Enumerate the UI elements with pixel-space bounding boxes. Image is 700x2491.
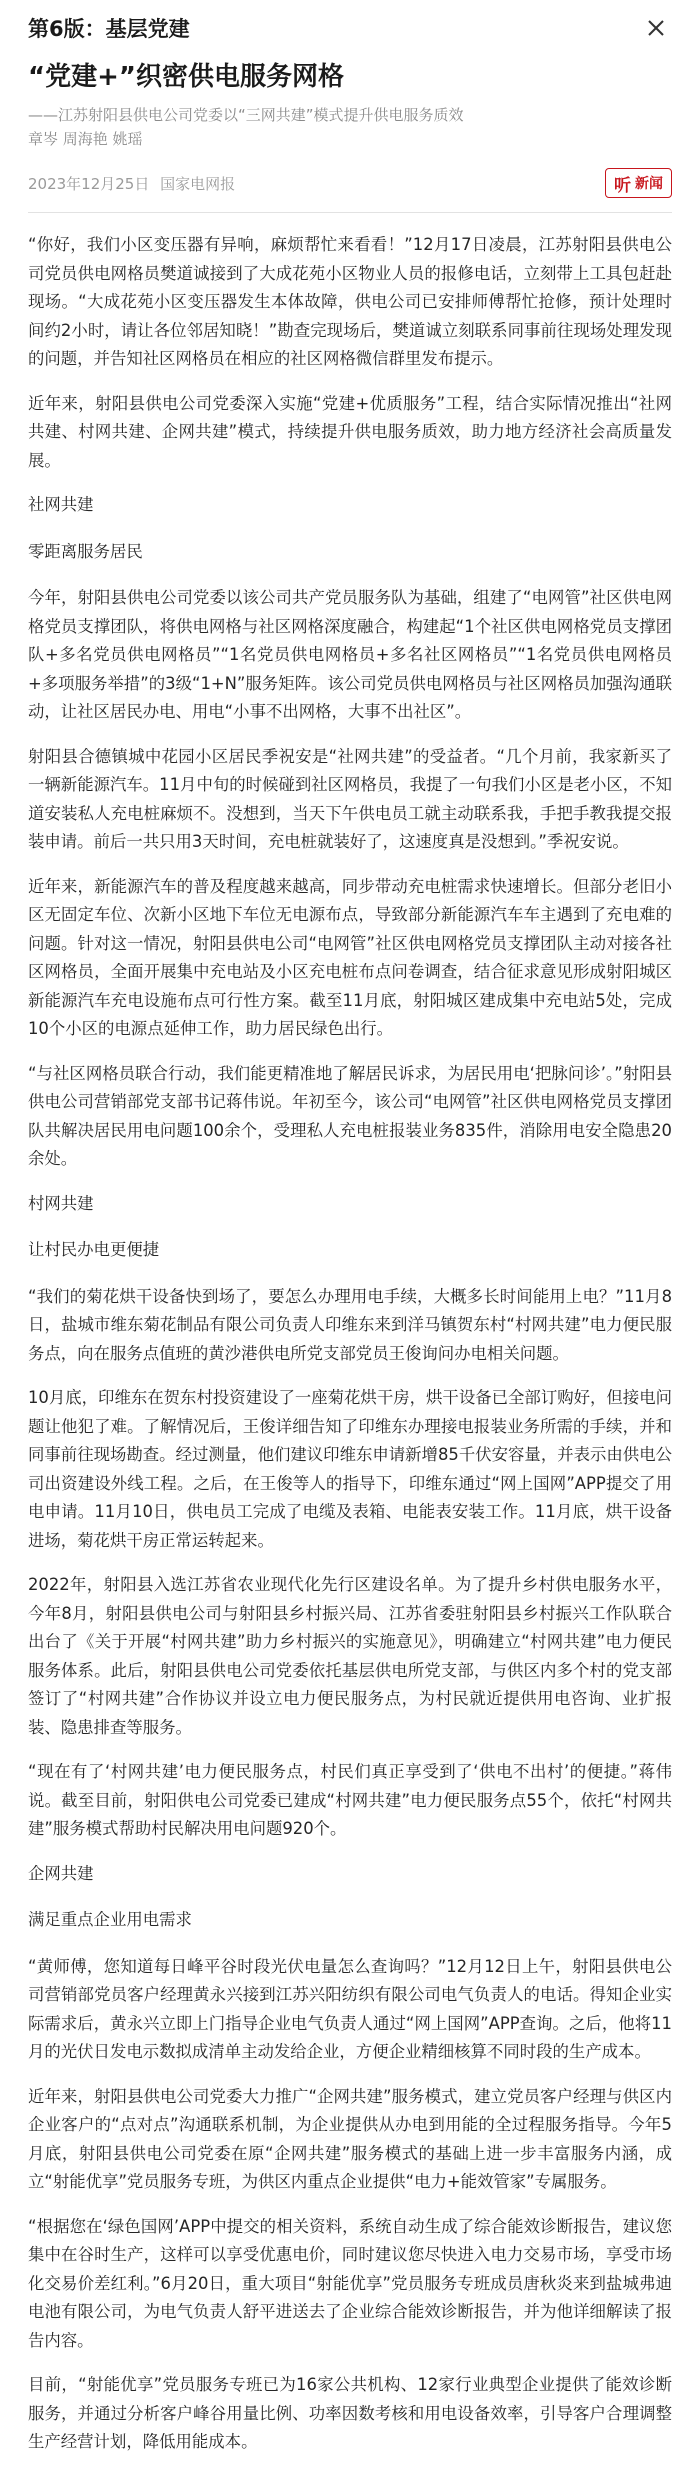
- divider: [28, 212, 672, 213]
- paragraph: 10月底，印维东在贺东村投资建设了一座菊花烘干房，烘干设备已全部订购好，但接电问题让他犯了难。了解情况后，王俊详细告知了印维东办理接电报装业务所需的手续，并和同事前往现场勘查。经过测量，他们建议印维东申请新增85千伏安容量，并表示由供电公司出资建设外线工程。之后，在王俊等人的指导下，印维东通过“网上国网”APP提交了用电申请。11月10日，供电员工完成了电缆及表箱、电能表安装工作。11月底，烘干设备进场，菊花烘干房正常运转起来。: [28, 1388, 672, 1550]
- article-subtitle: ——江苏射阳县供电公司党委以“三网共建”模式提升供电服务质效: [28, 106, 464, 124]
- paragraph: “与社区网格员联合行动，我们能更精准地了解居民诉求，为居民用电‘把脉问诊’。”射阳县供电公司营销部党支部书记蒋伟说。年初至今，该公司“电网管”社区供电网格党员支撑团队共解决居民用电问题100余个，受理私人充电桩报装业务835件，消除用电安全隐患20余处。: [28, 1063, 672, 1168]
- section-subheading: 让村民办电更便捷: [28, 1240, 160, 1259]
- listen-news-button[interactable]: [605, 168, 672, 198]
- top-bar: [28, 0, 672, 56]
- article-title: “党建+”织密供电服务网格: [28, 62, 344, 92]
- article-authors: 章岑 周海艳 姚瑶: [28, 130, 143, 148]
- paragraph: 目前，“射能优享”党员服务专班已为16家公共机构、12家行业典型企业提供了能效诊断服务，并通过分析客户峰谷用量比例、功率因数考核和用电设备效率，引导客户合理调整生产经营计划，降低用能成本。: [28, 2375, 672, 2451]
- paragraph: “根据您在‘绿色国网’APP中提交的相关资料，系统自动生成了综合能效诊断报告，建议您集中在谷时生产，这样可以享受优惠电价，同时建议您尽快进入电力交易市场，享受市场化交易价差红利。”6月20日，重大项目“射能优享”党员服务专班成员唐秋炎来到盐城弗迪电池有限公司，为电气负责人舒平进送去了企业综合能效诊断报告，并为他详细解读了报告内容。: [28, 2216, 672, 2350]
- section-label: 第6版：基层党建: [28, 17, 190, 41]
- paragraph: 今年，射阳县供电公司党委以该公司共产党员服务队为基础，组建了“电网管”社区供电网格党员支撑团队，将供电网格与社区网格深度融合，构建起“1个社区供电网格党员支撑团队+多名党员供电网格员”“1名党员供电网格员+多名社区网格员”“1名党员供电网格员+多项服务举措”的3级“1+N”服务矩阵。该公司党员供电网格员与社区网格员加强沟通联动，让社区居民办电、用电“小事不出网格，大事不出社区”。: [28, 588, 672, 721]
- publish-date: 2023年12月25日: [28, 174, 150, 193]
- article-source: 国家电网报: [160, 174, 236, 193]
- paragraph: 射阳县合德镇城中花园小区居民季祝安是“社网共建”的受益者。“几个月前，我家新买了一辆新能源汽车。11月中旬的时候碰到社区网格员，我提了一句我们小区是老小区，不知道安装私人充电桩麻烦不。没想到，当天下午供电员工就主动联系我，手把手教我提交报装申请。前后一共只用3天时间，充电桩就装好了，这速度真是没想到。”季祝安说。: [28, 746, 672, 851]
- paragraph: 2022年，射阳县入选江苏省农业现代化先行区建设名单。为了提升乡村供电服务水平，今年8月，射阳县供电公司与射阳县乡村振兴局、江苏省委驻射阳县乡村振兴工作队联合出台了《关于开展“村网共建”助力乡村振兴的实施意见》，明确建立“村网共建”电力便民服务体系。此后，射阳县供电公司党委依托基层供电所党支部，与供区内多个村的党支部签订了“村网共建”合作协议并设立电力便民服务点，为村民就近提供用电咨询、业扩报装、隐患排查等服务。: [28, 1575, 672, 1737]
- close-icon: [646, 18, 666, 38]
- listen-label: 新闻: [635, 176, 663, 192]
- section-heading: 社网共建: [28, 495, 94, 514]
- paragraph: “你好，我们小区变压器有异响，麻烦帮忙来看看！”12月17日凌晨，江苏射阳县供电公司党员供电网格员樊道诚接到了大成花苑小区物业人员的报修电话，立刻带上工具包赶赴现场。“大成花苑小区变压器发生本体故障，供电公司已安排师傅帮忙抢修，预计处理时间约2小时，请让各位邻居知晓！”勘查完现场后，樊道诚立刻联系同事前往现场处理发现的问题，并告知社区网格员在相应的社区网格微信群里发布提示。: [28, 235, 672, 368]
- meta-row: [28, 168, 672, 198]
- paragraph: 近年来，射阳县供电公司党委深入实施“党建+优质服务”工程，结合实际情况推出“社网共建、村网共建、企网共建”模式，持续提升供电服务质效，助力地方经济社会高质量发展。: [28, 393, 672, 470]
- article-meta: [28, 173, 235, 194]
- section-heading: 企网共建: [28, 1863, 94, 1883]
- paragraph: “黄师傅，您知道每日峰平谷时段光伏电量怎么查询吗？”12月12日上午，射阳县供电公司营销部党员客户经理黄永兴接到江苏兴阳纺织有限公司电气负责人的电话。得知企业实际需求后，黄永兴立即上门指导企业电气负责人通过“网上国网”APP查询。之后，他将11月的光伏日发电示数拟成清单主动发给企业，方便企业精细核算不同时段的生产成本。: [28, 1956, 672, 2061]
- paragraph: “现在有了‘村网共建’电力便民服务点，村民们真正享受到了‘供电不出村’的便捷。”蒋伟说。截至目前，射阳供电公司党委已建成“村网共建”电力便民服务点55个，依托“村网共建”服务模式帮助村民解决用电问题920个。: [28, 1762, 672, 1838]
- section-heading: 村网共建: [28, 1193, 94, 1213]
- section-subheading: 零距离服务居民: [28, 541, 143, 561]
- paragraph: 近年来，射阳县供电公司党委大力推广“企网共建”服务模式，建立党员客户经理与供区内企业客户的“点对点”沟通联系机制，为企业提供从办电到用能的全过程服务指导。今年5月底，射阳县供电公司党委在原“企网共建”服务模式的基础上进一步丰富服务内涵，成立“射能优享”党员服务专班，为供区内重点企业提供“电力+能效管家”专属服务。: [28, 2086, 672, 2191]
- paragraph: “我们的菊花烘干设备快到场了，要怎么办理用电手续，大概多长时间能用上电？”11月8日，盐城市维东菊花制品有限公司负责人印维东来到洋马镇贺东村“村网共建”电力便民服务点，向在服务点值班的黄沙港供电所党支部党员王俊询问办电相关问题。: [28, 1286, 672, 1363]
- close-button[interactable]: [640, 12, 672, 44]
- section-subheading: 满足重点企业用电需求: [28, 1910, 192, 1929]
- paragraph: 近年来，新能源汽车的普及程度越来越高，同步带动充电桩需求快速增长。但部分老旧小区无固定车位、次新小区地下车位无电源布点，导致部分新能源汽车车主遇到了充电难的问题。针对这一情况，射阳县供电公司“电网管”社区供电网格党员支撑团队主动对接各社区网格员，全面开展集中充电站及小区充电桩布点问卷调查，结合征求意见形成射阳城区新能源汽车充电设施布点可行性方案。截至11月底，射阳城区建成集中充电站5处，完成10个小区的电源点延伸工作，助力居民绿色出行。: [28, 876, 672, 1038]
- listen-icon: 听: [614, 175, 631, 196]
- article-body: [28, 231, 672, 2457]
